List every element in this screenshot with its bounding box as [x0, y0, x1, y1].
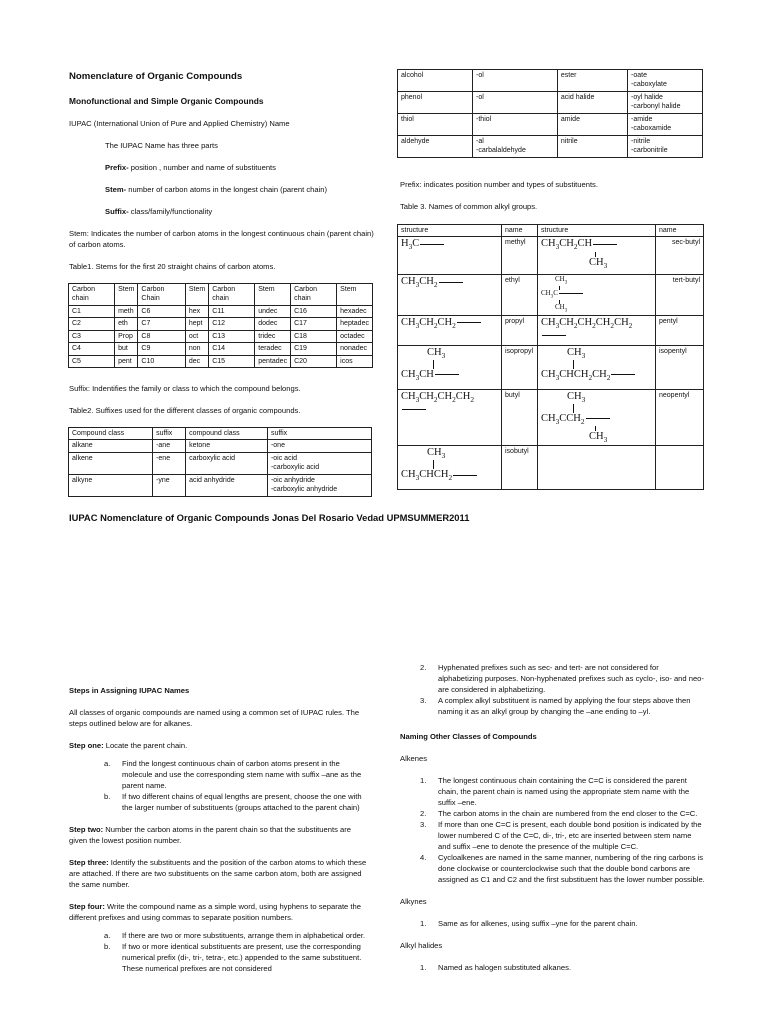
table-cell: dec	[185, 355, 208, 367]
table-row	[398, 389, 704, 446]
table-cell: C13	[209, 330, 255, 342]
structural-formula	[541, 238, 652, 269]
document-title: Nomenclature of Organic Compounds	[69, 71, 243, 82]
step-four-item-b	[104, 941, 369, 974]
table-cell: -amide -caboxamide	[628, 113, 703, 135]
alkenes-list	[420, 775, 705, 885]
branch-group: $CH_3$	[567, 346, 586, 360]
other-classes-heading: Naming Other Classes of Compounds	[400, 732, 537, 741]
alkynes-heading: Alkynes	[400, 897, 427, 906]
table-cell: undec	[255, 305, 291, 317]
table-row	[69, 318, 373, 330]
table-cell: hept	[185, 318, 208, 330]
structural-formula	[401, 317, 498, 330]
table3-caption: Table 3. Names of common alkyl groups.	[400, 202, 538, 211]
table-cell: C8	[138, 330, 185, 342]
other-classes-section	[400, 662, 705, 973]
table-cell: ketone	[186, 440, 268, 452]
alkyl-halides-item-1	[420, 962, 705, 973]
table-cell: -ene	[153, 452, 186, 474]
column-header: Carbon chain	[291, 284, 337, 306]
bond-line	[435, 374, 459, 375]
list-item-text: If two different chains of equal lengths are present, choose the one with the larger number of substituents (groups attached to the parent chain)	[122, 792, 362, 812]
list-item-text: The carbon atoms in the chain are numbered from the end closer to the C=C.	[438, 809, 698, 818]
bond-line	[439, 282, 463, 283]
alkenes-item-1	[420, 775, 705, 808]
suffix-text: class/family/functionality	[128, 207, 213, 217]
empty-cell	[538, 446, 656, 490]
suffixes-table-header	[69, 428, 372, 440]
list-item-text: Find the longest continuous chain of carbon atoms present in the molecule and use the corresponding stem name with suffix –ane as the parent name.	[122, 759, 362, 790]
rule-item-2	[420, 662, 705, 695]
alkenes-item-2	[420, 808, 705, 819]
steps-heading: Steps in Assigning IUPAC Names	[69, 686, 190, 695]
bond-line	[457, 322, 481, 323]
stems-table	[68, 283, 373, 368]
list-item-text: Same as for alkenes, using suffix –yne for the parent chain.	[438, 919, 638, 928]
table-cell: hexadec	[337, 305, 373, 317]
table-cell: C12	[209, 318, 255, 330]
structural-formula	[401, 391, 498, 416]
list-item-text: Named as halogen substituted alkanes.	[438, 963, 571, 972]
table-cell: -nitrile -carbonitrile	[628, 135, 703, 157]
step-three	[69, 857, 369, 890]
step-four-list	[104, 930, 369, 974]
list-item-text: If there are two or more substituents, arrange them in alphabetical order.	[122, 931, 366, 940]
alkenes-item-4	[420, 852, 705, 885]
table-row	[398, 113, 703, 135]
table-cell: but	[115, 343, 138, 355]
main-chain: $CH_3CHCH_2CH_2$	[541, 369, 652, 382]
table-cell: carboxylic acid	[186, 452, 268, 474]
table-cell: nonadec	[337, 343, 373, 355]
step-two-text: Number the carbon atoms in the parent chain so that the substituents are given the lowest position number.	[69, 825, 351, 845]
table-cell: C18	[291, 330, 337, 342]
table-cell: alkene	[69, 452, 153, 474]
stems-table-header	[69, 284, 373, 306]
rule-item-3	[420, 695, 705, 717]
table-cell: oct	[185, 330, 208, 342]
iupac-definition: IUPAC (International Union of Pure and Applied Chemistry) Name	[69, 119, 290, 129]
table-row	[398, 315, 704, 345]
table-cell: -yne	[153, 474, 186, 496]
bond-line	[559, 293, 583, 294]
main-chain: $CH_3CCH_2$	[541, 413, 652, 426]
list-item-text: If more than one C=C is present, each double bond position is indicated by the lower numbered C of the C=C, di-, tri-, etc are inserted between stem name and suffix –ene to denote the presence of the multiple C=C.	[438, 820, 702, 851]
document-subtitle: Monofunctional and Simple Organic Compounds	[69, 95, 264, 106]
table-cell: C2	[69, 318, 115, 330]
list-marker: 2.	[420, 809, 427, 818]
structure-cell	[538, 345, 656, 389]
table-cell: ester	[557, 70, 627, 92]
branch-group: $CH_3$	[427, 346, 446, 360]
alkyl-halides-heading: Alkyl halides	[400, 941, 443, 950]
group-name-cell: methyl	[502, 237, 538, 275]
stem-text: number of carbon atoms in the longest chain (parent chain)	[126, 185, 328, 195]
table-cell: C11	[209, 305, 255, 317]
main-chain: $CH_3CH_2CH_2CH_2CH_2$	[541, 317, 652, 342]
table-cell: -one	[267, 440, 371, 452]
table-cell: dodec	[255, 318, 291, 330]
main-chain: $CH_3CH_2CH_2$	[401, 317, 498, 330]
group-name-cell: isopentyl	[656, 345, 704, 389]
list-item-text: Hyphenated prefixes such as sec- and tert- are not considered for alphabetizing purposes. Non-hyphenated prefixes such as cyclo-, iso- and neo- are considered in alphabetizing.	[438, 663, 704, 694]
vertical-bond	[433, 460, 498, 469]
column-header: Carbon chain	[209, 284, 255, 306]
structure-cell	[398, 275, 502, 315]
structure-cell	[398, 389, 502, 446]
alkyl-table-header	[398, 225, 704, 237]
step-two-label: Step two:	[69, 825, 104, 834]
table-cell: C15	[209, 355, 255, 367]
table-row	[69, 305, 373, 317]
empty-cell	[656, 446, 704, 490]
alkyl-halides-list	[420, 962, 705, 973]
list-marker: a.	[104, 931, 111, 940]
alkenes-heading: Alkenes	[400, 754, 428, 763]
table-cell: icos	[337, 355, 373, 367]
suffix-label: Suffix-	[105, 207, 129, 217]
suffix-identifies-text: Suffix: Indentifies the family or class to which the compound belongs.	[69, 384, 301, 393]
main-chain: $CH_3CH_2CH_2CH_2$	[401, 391, 498, 416]
table-cell: acid halide	[557, 91, 627, 113]
table-cell: C16	[291, 305, 337, 317]
step-one-label: Step one:	[69, 741, 104, 750]
table-cell: eth	[115, 318, 138, 330]
table-cell: non	[185, 343, 208, 355]
bond-line	[611, 374, 635, 375]
list-marker: b.	[104, 792, 111, 801]
table2-caption: Table2. Suffixes used for the different classes of organic compounds.	[69, 406, 301, 415]
column-header: compound class	[186, 428, 268, 440]
table-cell: teradec	[255, 343, 291, 355]
bond-line	[420, 244, 444, 245]
bond-line	[586, 418, 610, 419]
table-cell: amide	[557, 113, 627, 135]
table-row	[69, 474, 372, 496]
top-left-column	[69, 70, 374, 272]
table-row	[69, 330, 373, 342]
table-cell: -oate -caboxylate	[628, 70, 703, 92]
three-parts-line: The IUPAC Name has three parts	[105, 141, 218, 151]
stem-definition	[105, 184, 374, 195]
column-header: Carbon Chain	[138, 284, 185, 306]
structure-cell	[398, 345, 502, 389]
column-header: Stem	[115, 284, 138, 306]
group-name-cell: isobutyl	[502, 446, 538, 490]
group-name-cell: neopentyl	[656, 389, 704, 446]
alkynes-item-1	[420, 918, 705, 929]
table-cell: C14	[209, 343, 255, 355]
structure-cell	[538, 389, 656, 446]
table-cell: C6	[138, 305, 185, 317]
step-one-item-a	[104, 758, 369, 791]
vertical-bond	[433, 360, 498, 369]
table-cell: C20	[291, 355, 337, 367]
prefix-indicates-text: Prefix: indicates position number and types of substituents.	[400, 180, 598, 189]
step-four-text: Write the compound name as a simple word, using hyphens to separate the different prefixes and using commas to separate position numbers.	[69, 902, 361, 922]
stem-label: Stem-	[105, 185, 127, 195]
step-two	[69, 824, 369, 846]
step-one-text: Locate the parent chain.	[103, 741, 188, 750]
table-cell: hex	[185, 305, 208, 317]
step-one-list	[104, 758, 369, 813]
column-header: suffix	[153, 428, 186, 440]
table-cell: pent	[115, 355, 138, 367]
group-name-cell: ethyl	[502, 275, 538, 315]
column-header: Stem	[185, 284, 208, 306]
main-chain: $CH_3CH_2$	[401, 276, 498, 289]
main-chain: $CH_3CH$	[401, 369, 498, 382]
table-row	[69, 343, 373, 355]
list-item-text: Cycloalkenes are named in the same manner, numbering of the ring carbons is done clockwise or counterclockwise such that the double bond carbons are assigned as C1 and C2 and the first substituent has the lower number possible.	[438, 853, 705, 884]
column-header: structure	[398, 225, 502, 237]
column-header: suffix	[267, 428, 371, 440]
group-name-cell: sec-butyl	[656, 237, 704, 275]
column-header: Compound class	[69, 428, 153, 440]
vertical-bond	[573, 360, 652, 369]
prefix-text: position , number and name of substituents	[128, 163, 276, 173]
step-one-item-b	[104, 791, 369, 813]
table-cell: alcohol	[398, 70, 473, 92]
table-cell: acid anhydride	[186, 474, 268, 496]
bond-line	[593, 244, 617, 245]
vertical-bond	[573, 404, 652, 413]
table-row	[398, 275, 704, 315]
table-cell: -ol	[473, 91, 558, 113]
prefix-label: Prefix-	[105, 163, 129, 173]
list-marker: 1.	[420, 963, 427, 972]
suffixes-table	[68, 427, 372, 497]
step-four-label: Step four:	[69, 902, 105, 911]
table-cell: thiol	[398, 113, 473, 135]
table-cell: -oic anhydride -carboxylic anhydride	[267, 474, 371, 496]
list-item-text: The longest continuous chain containing the C=C is considered the parent chain, the parent chain is named using the appropriate stem name with the suffix –ene.	[438, 776, 690, 807]
column-header: name	[656, 225, 704, 237]
table-row	[398, 446, 704, 490]
structure-cell	[398, 237, 502, 275]
structure-cell	[538, 237, 656, 275]
branch-group: $CH_3$	[589, 256, 608, 270]
table-cell: C9	[138, 343, 185, 355]
main-chain: $H_3C$	[401, 238, 498, 251]
bond-line	[542, 335, 566, 336]
structure-cell	[398, 446, 502, 490]
structural-formula	[541, 276, 652, 313]
main-chain: $CH_3CH_2CH$	[541, 238, 652, 251]
table-cell: pentadec	[255, 355, 291, 367]
table-cell: C17	[291, 318, 337, 330]
column-header: Stem	[255, 284, 291, 306]
table-cell: alkane	[69, 440, 153, 452]
branch-group: $CH_3$	[555, 303, 568, 314]
steps-intro: All classes of organic compounds are named using a common set of IUPAC rules. The steps outlined below are for alkanes.	[69, 708, 360, 728]
table-cell: C19	[291, 343, 337, 355]
table-cell: -al -carbalaldehyde	[473, 135, 558, 157]
list-item-text: If two or more identical substituents are present, use the corresponding numerical prefix (di-, tri-, tetra-, etc.) appended to the same substituent. These numerical prefixes are not considered	[122, 942, 362, 973]
table-cell: -thiol	[473, 113, 558, 135]
table-cell: meth	[115, 305, 138, 317]
table-cell: tridec	[255, 330, 291, 342]
structure-cell	[398, 315, 502, 345]
branch-group: $CH_3$	[427, 447, 446, 461]
table-cell: heptadec	[337, 318, 373, 330]
column-header: name	[502, 225, 538, 237]
table-row	[398, 70, 703, 92]
group-name-cell: butyl	[502, 389, 538, 446]
structural-formula	[401, 447, 498, 482]
step-four-item-a	[104, 930, 369, 941]
table-cell: C10	[138, 355, 185, 367]
table-cell: nitrile	[557, 135, 627, 157]
structural-formula	[401, 238, 498, 251]
table-cell: C7	[138, 318, 185, 330]
table-cell: C3	[69, 330, 115, 342]
branch-group: $CH_3$	[567, 390, 586, 404]
branch-group: $CH_3$	[589, 431, 608, 445]
branch-group: $CH_3$	[555, 275, 568, 286]
table-cell: alkyne	[69, 474, 153, 496]
step-three-label: Step three:	[69, 858, 109, 867]
table-cell: aldehyde	[398, 135, 473, 157]
table-cell: C5	[69, 355, 115, 367]
group-name-cell: isopropyl	[502, 345, 538, 389]
main-chain: $CH_3C$	[541, 290, 652, 300]
table-cell: -ane	[153, 440, 186, 452]
list-marker: a.	[104, 759, 111, 768]
list-item-text: A complex alkyl substituent is named by applying the four steps above then naming it as an alkyl group by changing the –ane ending to –yl.	[438, 696, 691, 716]
alkenes-item-3	[420, 819, 705, 852]
bond-line	[453, 475, 477, 476]
group-name-cell: tert-butyl	[656, 275, 704, 315]
table-row	[398, 237, 704, 275]
table-row	[398, 345, 704, 389]
table-cell: C1	[69, 305, 115, 317]
structure-cell	[538, 275, 656, 315]
steps-section	[69, 685, 369, 974]
table-cell: -oic acid -carboxylic acid	[267, 452, 371, 474]
table-row	[398, 91, 703, 113]
table-row	[398, 135, 703, 157]
table-cell: Prop	[115, 330, 138, 342]
list-marker: 3.	[420, 696, 427, 705]
structural-formula	[401, 276, 498, 289]
suffixes-table-continued	[397, 69, 703, 158]
group-name-cell: pentyl	[656, 315, 704, 345]
list-marker: 1.	[420, 919, 427, 928]
alkyl-groups-table	[397, 224, 704, 490]
structure-cell	[538, 315, 656, 345]
table-cell: octadec	[337, 330, 373, 342]
list-marker: 1.	[420, 776, 427, 785]
list-marker: 2.	[420, 663, 427, 672]
structural-formula	[541, 391, 652, 445]
bond-line	[402, 409, 426, 410]
structural-formula	[541, 347, 652, 382]
main-chain: $CH_3CHCH_2$	[401, 469, 498, 482]
step-one	[69, 740, 369, 751]
column-header: Carbon chain	[69, 284, 115, 306]
column-header: Stem	[337, 284, 373, 306]
prefix-definition	[105, 162, 374, 173]
stem-indicates-text: Stem: Indicates the number of carbon atoms in the longest continuous chain (parent chain) of carbon atoms.	[69, 229, 374, 250]
structural-formula	[541, 317, 652, 342]
alkynes-list	[420, 918, 705, 929]
alphabetizing-list	[420, 662, 705, 717]
group-name-cell: propyl	[502, 315, 538, 345]
table-row	[69, 452, 372, 474]
table-cell: phenol	[398, 91, 473, 113]
table-cell: -ol	[473, 70, 558, 92]
column-header: structure	[538, 225, 656, 237]
table-cell: C4	[69, 343, 115, 355]
list-marker: 3.	[420, 820, 427, 829]
list-marker: 4.	[420, 853, 427, 862]
table1-caption: Table1. Stems for the first 20 straight chains of carbon atoms.	[69, 262, 276, 272]
step-four	[69, 901, 369, 923]
table-row	[69, 440, 372, 452]
structural-formula	[401, 347, 498, 382]
table-cell: -oyl halide -carbonyl halide	[628, 91, 703, 113]
document-footer-title: IUPAC Nomenclature of Organic Compounds Jonas Del Rosario Vedad UPMSUMMER2011	[69, 512, 470, 523]
step-three-text: Identify the substituents and the position of the carbon atoms to which these are attached. If there are two substituents on the same carbon atom, both are assigned the same number.	[69, 858, 367, 889]
list-marker: b.	[104, 942, 111, 951]
table-row	[69, 355, 373, 367]
suffix-definition	[105, 206, 374, 217]
